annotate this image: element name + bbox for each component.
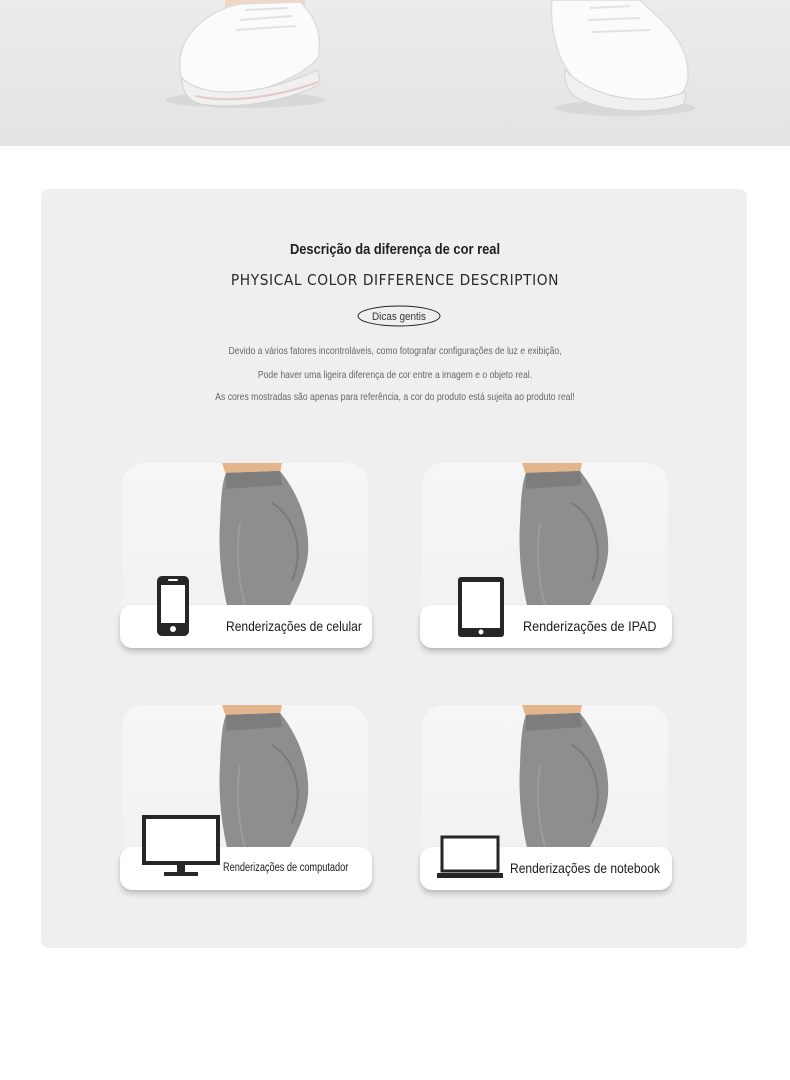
section-title-portuguese: Descrição da diferença de cor real xyxy=(289,241,501,258)
note-line: As cores mostradas são apenas para referência, a cor do produto está sujeita ao produto real! xyxy=(215,391,575,403)
render-tile-tablet xyxy=(420,463,668,649)
render-tile-smartphone xyxy=(120,463,368,649)
note-line: Devido a vários fatores incontroláveis, como fotografar configurações de luz e exibição, xyxy=(228,345,562,357)
tile-label: Renderizações de notebook xyxy=(510,860,660,876)
sneakers-illustration xyxy=(0,0,790,146)
smartphone-icon xyxy=(156,575,190,637)
note-line: Pode haver uma ligeira diferença de cor entre a imagem e o objeto real. xyxy=(257,369,533,381)
laptop-icon xyxy=(436,835,504,881)
tips-label: Dicas gentis xyxy=(372,311,426,323)
hero-product-photo xyxy=(0,0,790,146)
render-tile-laptop xyxy=(420,705,668,891)
monitor-icon xyxy=(142,815,220,879)
tips-badge xyxy=(356,304,442,328)
tile-label: Renderizações de IPAD xyxy=(523,618,657,634)
section-title-english: PHYSICAL COLOR DIFFERENCE DESCRIPTION xyxy=(230,271,560,289)
tablet-icon xyxy=(457,576,505,638)
render-tile-monitor xyxy=(120,705,368,891)
tile-label: Renderizações de celular xyxy=(226,618,362,634)
tile-label: Renderizações de computador xyxy=(223,862,349,874)
